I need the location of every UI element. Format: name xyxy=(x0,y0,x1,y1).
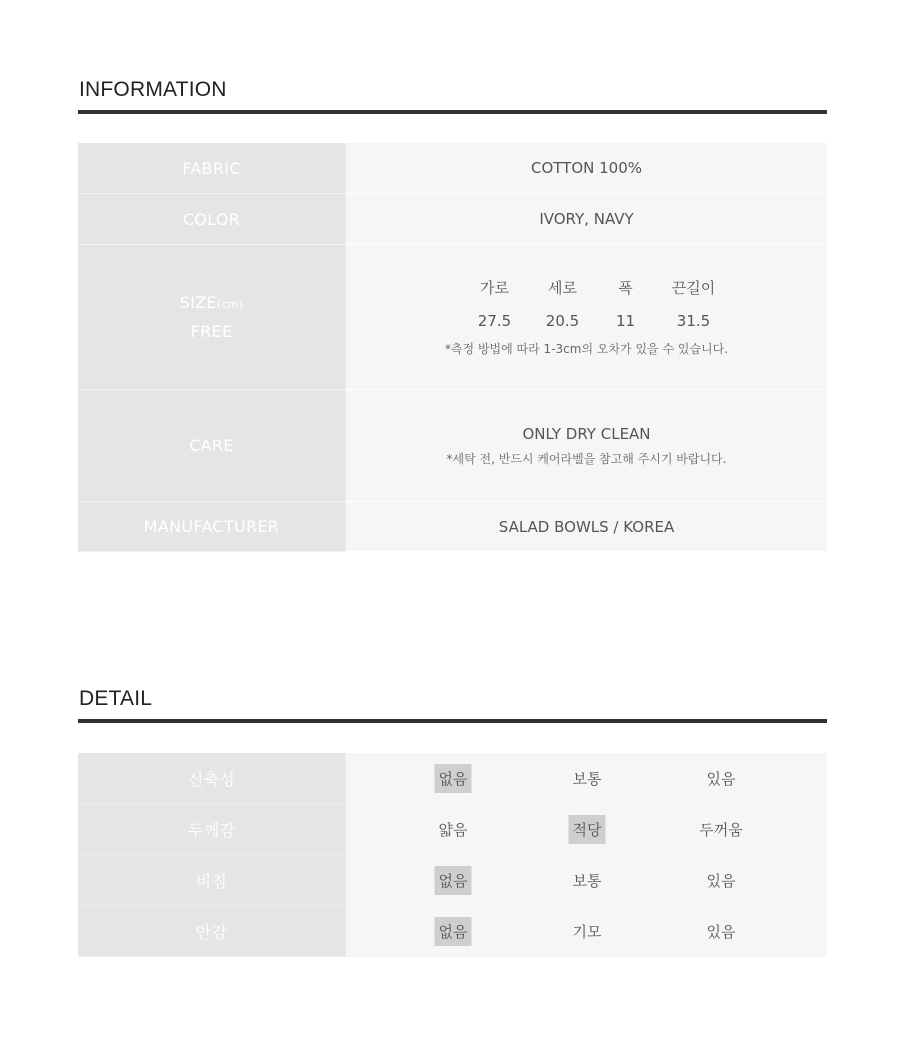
size-value-depth: 11 xyxy=(615,312,636,330)
size-values xyxy=(461,312,733,330)
manufacturer-label: MANUFACTURER xyxy=(78,502,345,552)
size-header-depth: 폭 xyxy=(618,279,633,297)
info-row-care xyxy=(78,390,827,502)
detail-label-stretch: 신축성 xyxy=(78,753,345,804)
detail-row xyxy=(78,906,827,957)
information-title: INFORMATION xyxy=(79,78,227,101)
size-header-strap: 끈길이 xyxy=(671,279,716,297)
color-label: COLOR xyxy=(78,194,345,245)
option-stretch-normal: 보통 xyxy=(572,770,602,788)
care-value-cell xyxy=(345,390,827,502)
detail-title: DETAIL xyxy=(79,687,153,710)
detail-options-thickness xyxy=(345,804,827,855)
size-value-strap: 31.5 xyxy=(676,312,711,330)
care-note: *세탁 전, 반드시 케어라벨을 참고해 주시기 바랍니다. xyxy=(446,451,727,466)
information-divider xyxy=(78,110,827,114)
option-thickness-thick: 두꺼움 xyxy=(699,821,743,839)
size-label-cell xyxy=(78,245,345,390)
size-header-height: 세로 xyxy=(548,279,577,297)
fabric-value: COTTON 100% xyxy=(345,143,827,194)
option-lining-yes: 있음 xyxy=(706,923,736,941)
information-table xyxy=(78,143,827,552)
option-sheer-yes: 있음 xyxy=(706,872,736,890)
size-label-free: FREE xyxy=(190,322,233,341)
option-sheer-none: 없음 xyxy=(435,866,472,895)
info-row-fabric xyxy=(78,143,827,194)
option-thickness-medium: 적당 xyxy=(569,815,606,844)
option-lining-none: 없음 xyxy=(435,917,472,946)
color-value: IVORY, NAVY xyxy=(345,194,827,245)
info-row-color xyxy=(78,194,827,245)
care-value: ONLY DRY CLEAN xyxy=(522,424,651,443)
option-sheer-normal: 보통 xyxy=(572,872,602,890)
care-label: CARE xyxy=(78,390,345,502)
fabric-label: FABRIC xyxy=(78,143,345,194)
detail-row xyxy=(78,855,827,906)
detail-options-lining xyxy=(345,906,827,957)
detail-table xyxy=(78,753,827,957)
size-note: *측정 방법에 따라 1-3cm의 오차가 있을 수 있습니다. xyxy=(444,342,729,356)
manufacturer-value: SALAD BOWLS / KOREA xyxy=(345,502,827,552)
size-label-unit: (cm) xyxy=(216,298,244,311)
option-thickness-thin: 얇음 xyxy=(438,821,468,839)
size-label xyxy=(180,293,244,312)
size-value-width: 27.5 xyxy=(477,312,512,330)
option-stretch-yes: 있음 xyxy=(706,770,736,788)
size-value-height: 20.5 xyxy=(545,312,580,330)
detail-label-sheer: 비침 xyxy=(78,855,345,906)
option-lining-fleece: 기모 xyxy=(572,923,602,941)
detail-label-lining: 안감 xyxy=(78,906,345,957)
info-row-size xyxy=(78,245,827,390)
detail-options-sheer xyxy=(345,855,827,906)
info-row-manufacturer xyxy=(78,502,827,552)
detail-label-thickness: 두께감 xyxy=(78,804,345,855)
option-stretch-none: 없음 xyxy=(435,764,472,793)
detail-row xyxy=(78,804,827,855)
size-value-cell xyxy=(345,245,827,390)
size-label-text: SIZE xyxy=(179,293,217,312)
detail-row xyxy=(78,753,827,804)
size-headers xyxy=(461,277,733,312)
detail-options-stretch xyxy=(345,753,827,804)
size-header-width: 가로 xyxy=(480,279,509,297)
detail-divider xyxy=(78,719,827,723)
